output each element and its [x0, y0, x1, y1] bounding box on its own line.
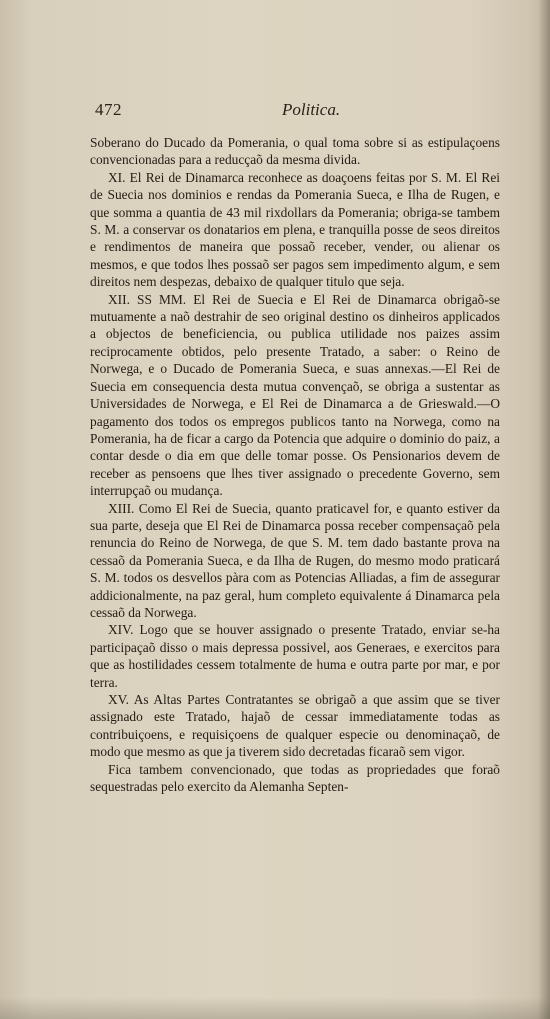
body-text	[90, 134, 500, 795]
page-number: 472	[95, 100, 122, 119]
article-xiv: XIV. Logo que se houver assignado o presente Tratado, enviar se-ha participaçaõ disso o mais depressa possivel, aos Generaes, e exercitos para que as hostilidades cessem totalmente de huma e outra parte por mar, e por terra.	[90, 622, 500, 690]
page-edge-shadow	[538, 0, 550, 1019]
article-xii: XII. SS MM. El Rei de Suecia e El Rei de Dinamarca obrigaõ-se mutuamente a naõ destrahir de seo original destino os dinheiros applicados a objectos de beneficiencia, ou publica utilidade nos paizes assim reciprocamente obtidos, pelo presente Tratado, a saber: o Reino de Norwega, e o Ducado de Pomerania Sueca, e suas annexas.—El Rei de Suecia em consequencia desta mutua convençaõ, se obriga a sustentar as Universidades de Norwega, e El Rei de Dinamarca a de Grieswald.—O pagamento dos todos os empregos publicos tanto na Norwega, como na Pomerania, ha de ficar a cargo da Potencia que adquire o dominio do paiz, a contar desde o dia em que delle tomar posse. Os Pensionarios devem de receber as pensoens que lhes tiver assignado o precedente Governo, sem interrupçaõ ou mudança.	[90, 291, 500, 499]
running-head	[92, 100, 502, 124]
paragraph-continuation: Soberano do Ducado da Pomerania, o qual toma sobre si as estipulaçoens convencionadas para a reducçaõ da mesma divida.	[90, 135, 500, 168]
running-title: Politica.	[282, 100, 341, 119]
page-bottom-shadow	[0, 997, 550, 1019]
article-xi: XI. El Rei de Dinamarca reconhece as doaçoens feitas por S. M. El Rei de Suecia nos dominios e rendas da Pomerania Sueca, e Ilha de Rugen, e que somma a quantia de 43 mil rixdollars da Pomerania; obriga-se tambem S. M. a conservar os donatarios em plena, e tranquilla posse de seos direitos e rendimentos de maneira que possaõ receber, vender, ou alienar os mesmos, e que todos lhes possaõ ser pagos sem impedimento algum, e sem direitos nem despezas, debaixo de qualquer titulo que seja.	[90, 169, 500, 290]
article-xiii: XIII. Como El Rei de Suecia, quanto praticavel for, e quanto estiver da sua parte, deseja que El Rei de Dinamarca possa receber compensaçaõ pela renuncia do Reino de Norwega, de que S. M. tem dado bastante prova na cessaõ da Pomerania Sueca, e da Ilha de Rugen, do mesmo modo praticará S. M. todos os desvellos pàra com as Potencias Alliadas, a fim de assegurar addicionalmente, na paz geral, hum completo equivalente á Dinamarca pela cessaõ da Norwega.	[90, 500, 500, 620]
article-xv: XV. As Altas Partes Contratantes se obrigaõ a que assim que se tiver assignado este Tratado, hajaõ de cessar immediatamente todas as contribuiçoens, e requisiçoens de qualquer especie ou denominaçaõ, de modo que mesmo as que ja tiverem sido decretadas ficaraõ sem vigor.	[90, 692, 500, 760]
paragraph-closing: Fica tambem convencionado, que todas as propriedades que foraõ sequestradas pelo exercito da Alemanha Septen-	[90, 761, 500, 795]
